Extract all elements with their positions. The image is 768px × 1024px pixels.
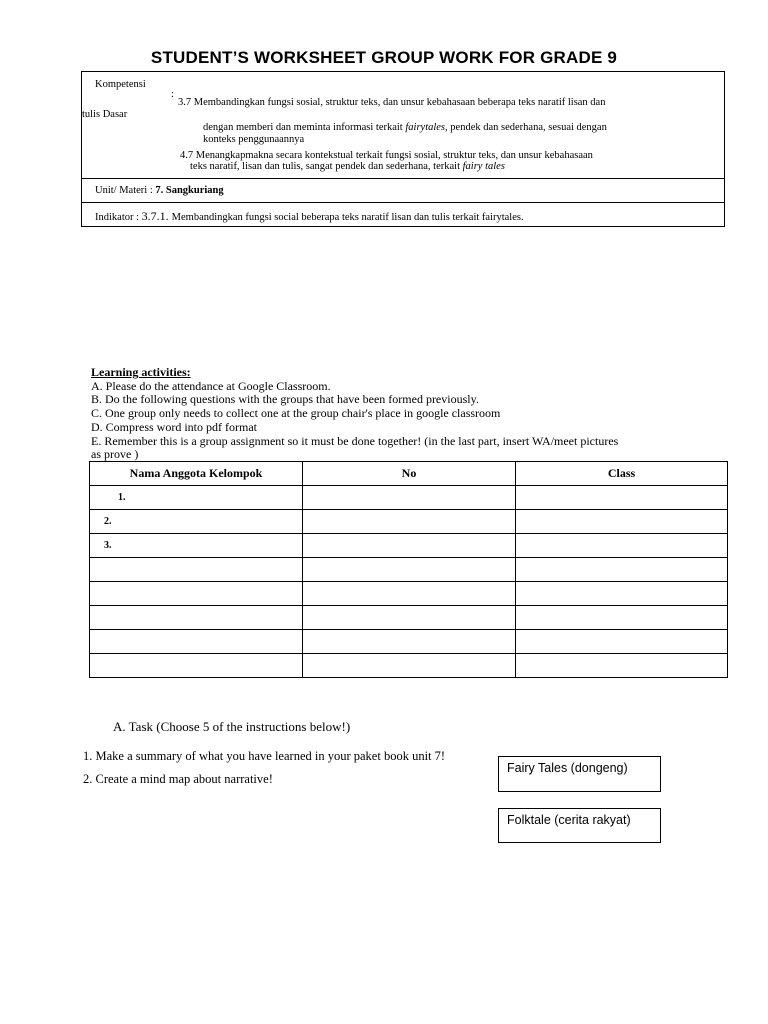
- column-header-nama: Nama Anggota Kelompok: [90, 462, 303, 486]
- activity-item: A. Please do the attendance at Google Classroom.: [91, 378, 331, 393]
- class-cell[interactable]: [516, 510, 728, 534]
- kd-3-7-line-1: 3.7 Membandingkan fungsi sosial, struktur teks, dan unsur kebahasaan beberapa teks naratif lisan dan: [178, 97, 606, 108]
- member-number-cell[interactable]: [90, 582, 303, 606]
- column-header-no: No: [303, 462, 516, 486]
- table-row: [90, 654, 728, 678]
- activity-item: B. Do the following questions with the groups that have been formed previously.: [91, 392, 479, 407]
- learning-activities-heading: Learning activities:: [91, 365, 191, 379]
- no-cell[interactable]: [303, 582, 516, 606]
- no-cell[interactable]: [303, 510, 516, 534]
- page-title: STUDENT’S WORKSHEET GROUP WORK FOR GRADE 9: [150, 48, 618, 67]
- mind-map-box-folktale: Folktale (cerita rakyat): [498, 808, 661, 843]
- no-cell[interactable]: [303, 606, 516, 630]
- member-number-cell[interactable]: [90, 654, 303, 678]
- class-cell[interactable]: [516, 654, 728, 678]
- kd-4-7-line-1: 4.7 Menangkapmakna secara kontekstual terkait fungsi sosial, struktur teks, dan unsur kebahasaan: [180, 150, 593, 161]
- activity-item-continued: as prove ): [91, 447, 139, 462]
- no-cell[interactable]: [303, 534, 516, 558]
- table-row: [90, 510, 728, 534]
- kompetensi-colon: :: [171, 89, 174, 100]
- class-cell[interactable]: [516, 582, 728, 606]
- competency-header-box: [81, 71, 725, 227]
- member-number-cell[interactable]: [90, 630, 303, 654]
- table-row: [90, 534, 728, 558]
- no-cell[interactable]: [303, 558, 516, 582]
- header-divider-2: [82, 202, 724, 203]
- class-cell[interactable]: [516, 558, 728, 582]
- member-number-cell[interactable]: 3.: [90, 534, 303, 558]
- member-number-cell[interactable]: [90, 606, 303, 630]
- activity-item: C. One group only needs to collect one at the group chair's place in google classroom: [91, 406, 501, 421]
- kd-4-7-line-2: teks naratif, lisan dan tulis, sangat pendek dan sederhana, terkait fairy tales: [190, 161, 505, 172]
- learning-activities: [91, 366, 618, 462]
- column-header-class: Class: [516, 462, 728, 486]
- class-cell[interactable]: [516, 606, 728, 630]
- table-row: [90, 582, 728, 606]
- class-cell[interactable]: [516, 486, 728, 510]
- activity-item: D. Compress word into pdf format: [91, 419, 257, 434]
- kd-3-7-line-3: konteks penggunaannya: [203, 134, 305, 145]
- table-row: [90, 486, 728, 510]
- group-members-table: [89, 461, 728, 678]
- mind-map-box-fairy-tales: Fairy Tales (dongeng): [498, 756, 661, 792]
- indikator: Indikator : 3.7.1. Membandingkan fungsi social beberapa teks naratif lisan dan tulis terkait fairytales.: [95, 209, 524, 223]
- class-cell[interactable]: [516, 534, 728, 558]
- table-row: [90, 558, 728, 582]
- member-number-cell[interactable]: 1.: [90, 486, 303, 510]
- kompetensi-label: Kompetensi: [95, 79, 146, 90]
- table-row: [90, 606, 728, 630]
- no-cell[interactable]: [303, 630, 516, 654]
- task-heading: A. Task (Choose 5 of the instructions below!): [113, 719, 351, 734]
- member-number-cell[interactable]: [90, 558, 303, 582]
- kd-3-7-line-2: dengan memberi dan meminta informasi terkait fairytales, pendek dan sederhana, sesuai dengan: [203, 122, 607, 133]
- kd-label: tulis Dasar: [82, 109, 128, 120]
- activity-item: E. Remember this is a group assignment so it must be done together! (in the last part, insert WA/meet pictures: [91, 433, 619, 448]
- table-row: [90, 630, 728, 654]
- no-cell[interactable]: [303, 654, 516, 678]
- task-item: 2. Create a mind map about narrative!: [83, 772, 273, 786]
- task-item: 1. Make a summary of what you have learned in your paket book unit 7!: [83, 749, 446, 763]
- header-divider-1: [82, 178, 724, 179]
- member-number-cell[interactable]: 2.: [90, 510, 303, 534]
- unit-materi: Unit/ Materi : 7. Sangkuriang: [95, 185, 224, 196]
- class-cell[interactable]: [516, 630, 728, 654]
- table-header-row: [90, 462, 728, 486]
- no-cell[interactable]: [303, 486, 516, 510]
